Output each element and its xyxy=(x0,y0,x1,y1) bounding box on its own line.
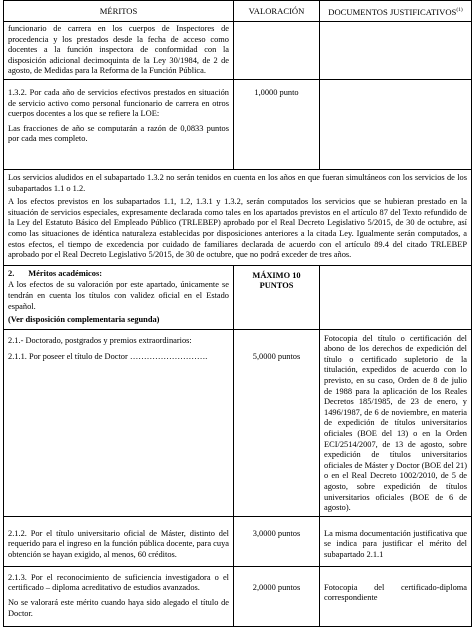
merit-value: 5,0000 puntos xyxy=(252,351,301,361)
docs-text: Fotocopia del certificado-diploma correspondiente xyxy=(324,582,467,603)
merit-note: Las fracciones de año se computarán a razón de 0,0833 puntos por cada mes completo. xyxy=(8,123,229,144)
docs-text: La misma documentación justificativa que se indica para justificar el mérito del subapartado 2.1.1 xyxy=(324,528,467,559)
table-row xyxy=(4,265,472,329)
merit-cell xyxy=(4,516,234,566)
merits-table xyxy=(3,0,472,627)
header-meritos: MÉRITOS xyxy=(4,1,234,22)
merit-cell xyxy=(4,79,234,169)
docs-text: Fotocopia del título o certificación del abono de los derechos de expedición del título o certificado supletorio de la titulación, expedidos de acuerdo con lo previsto, en su caso, Orden de 8 de julio de 1988 para la aplicación de los Reales Decretos 185/1985, de 23 de enero, y 1496/1987, de 6 de noviembre, en materia de expedición de títulos universitarios oficiales (BOE del 13) o en la Orden ECI/2514/2007, de 13 de agosto, sobre expedición de títulos universitarios oficiales de Máster y Doctor (BOE del 21) o en el Real Decreto 1002/2010, de 5 de agosto, sobre expedición de títulos universitarios oficiales (BOE de 6 de agosto). xyxy=(324,333,467,513)
full-paragraph-1: Los servicios aludidos en el subapartado 1.3.2 no serán tenidos en cuenta en los años en que fueran simultáneos con los servicios de los subapartados 1.1 o 1.2. xyxy=(8,172,467,193)
value-cell xyxy=(234,22,320,80)
section-heading xyxy=(8,269,229,280)
merit-cell xyxy=(4,22,234,80)
value-cell xyxy=(234,516,320,566)
header-documentos-label: DOCUMENTOS JUSTIFICATIVOS xyxy=(328,6,457,17)
full-paragraph-2: A los efectos previstos en los subapartados 1.1, 1.2, 1.3.1 y 1.3.2, serán computados los servicios que se hubieran prestado en la situación de servicios especiales, expresamente declarada como tales en los apartados previstos en el artículo 87 del Texto refundido de la Ley del Estatuto Básico del Empleado Público (TRLEBEP) aprobado por el Real Decreto Legislativo 5/2015, de 30 de octubre, así como las situaciones de idéntica naturaleza establecidas por disposiciones anteriores a la citada Ley. Igualmente serán computados, a estos efectos, el tiempo de excedencia por cuidado de familiares declarada de acuerdo con el artículo 89.4 del citado TRLEBEP aprobado por el Real Decreto Legislativo 5/2015, de 30 de octubre, que no podrá exceder de tres años. xyxy=(8,197,467,260)
merit-text: funcionario de carrera en los cuerpos de Inspectores de procedencia y los prestados desde la fecha de acceso como docentes a la función inspectora de conformidad con la disposición adicional decimoquinta de la Ley 30/1984, de 2 de agosto, de Medidas para la Reforma de la Función Pública. xyxy=(8,24,229,76)
merit-note: No se valorará este mérito cuando haya sido alegado el título de Doctor. xyxy=(8,597,229,618)
merit-text: 2.1.2. Por el título universitario oficial de Máster, distinto del requerido para el ingreso en la función pública docente, para cuya obtención se hayan exigido, al menos, 60 créditos. xyxy=(8,528,229,559)
table-row xyxy=(4,22,472,80)
subsection-title: 2.1.- Doctorado, postgrados y premios extraordinarios: xyxy=(8,335,192,345)
docs-cell xyxy=(320,329,472,516)
docs-cell xyxy=(320,79,472,169)
table-row xyxy=(4,79,472,169)
docs-cell xyxy=(320,516,472,566)
header-documentos xyxy=(320,1,472,22)
merit-cell xyxy=(4,566,234,626)
table-row xyxy=(4,329,472,516)
section-title: Méritos académicos: xyxy=(28,268,103,278)
merit-cell xyxy=(4,329,234,516)
merit-value: 2,0000 puntos xyxy=(252,582,301,592)
merit-text: 2.1.1. Por poseer el título de Doctor ………………………. xyxy=(8,352,208,362)
merit-value: 1,0000 punto xyxy=(254,87,299,97)
merit-cell xyxy=(4,265,234,329)
table-header-row xyxy=(4,1,472,22)
full-width-cell xyxy=(4,169,472,265)
value-cell xyxy=(234,79,320,169)
table-row xyxy=(4,566,472,626)
header-footnote-mark: (1) xyxy=(456,6,463,13)
merit-text: A los efectos de su valoración por este apartado, únicamente se tendrán en cuenta los títulos con validez oficial en el Estado español. xyxy=(8,280,229,311)
max-points: MÁXIMO 10 PUNTOS xyxy=(252,270,301,291)
header-valoracion: VALORACIÓN xyxy=(234,1,320,22)
merit-text: 1.3.2. Por cada año de servicios efectivos prestados en situación de servicio activo como personal funcionario de carrera en otros cuerpos docentes a los que se refiere la LOE: xyxy=(8,87,229,119)
merit-text: 2.1.3. Por el reconocimiento de suficiencia investigadora o el certificado – diploma acreditativo de estudios avanzados. xyxy=(8,572,229,593)
docs-cell xyxy=(320,566,472,626)
merit-see-note: (Ver disposición complementaria segunda) xyxy=(8,315,160,325)
table-row xyxy=(4,516,472,566)
docs-cell xyxy=(320,22,472,80)
value-cell xyxy=(234,265,320,329)
merit-value: 3,0000 puntos xyxy=(252,528,301,538)
table-row xyxy=(4,169,472,265)
value-cell xyxy=(234,329,320,516)
section-number: 2. xyxy=(8,268,15,278)
value-cell xyxy=(234,566,320,626)
docs-cell xyxy=(320,265,472,329)
